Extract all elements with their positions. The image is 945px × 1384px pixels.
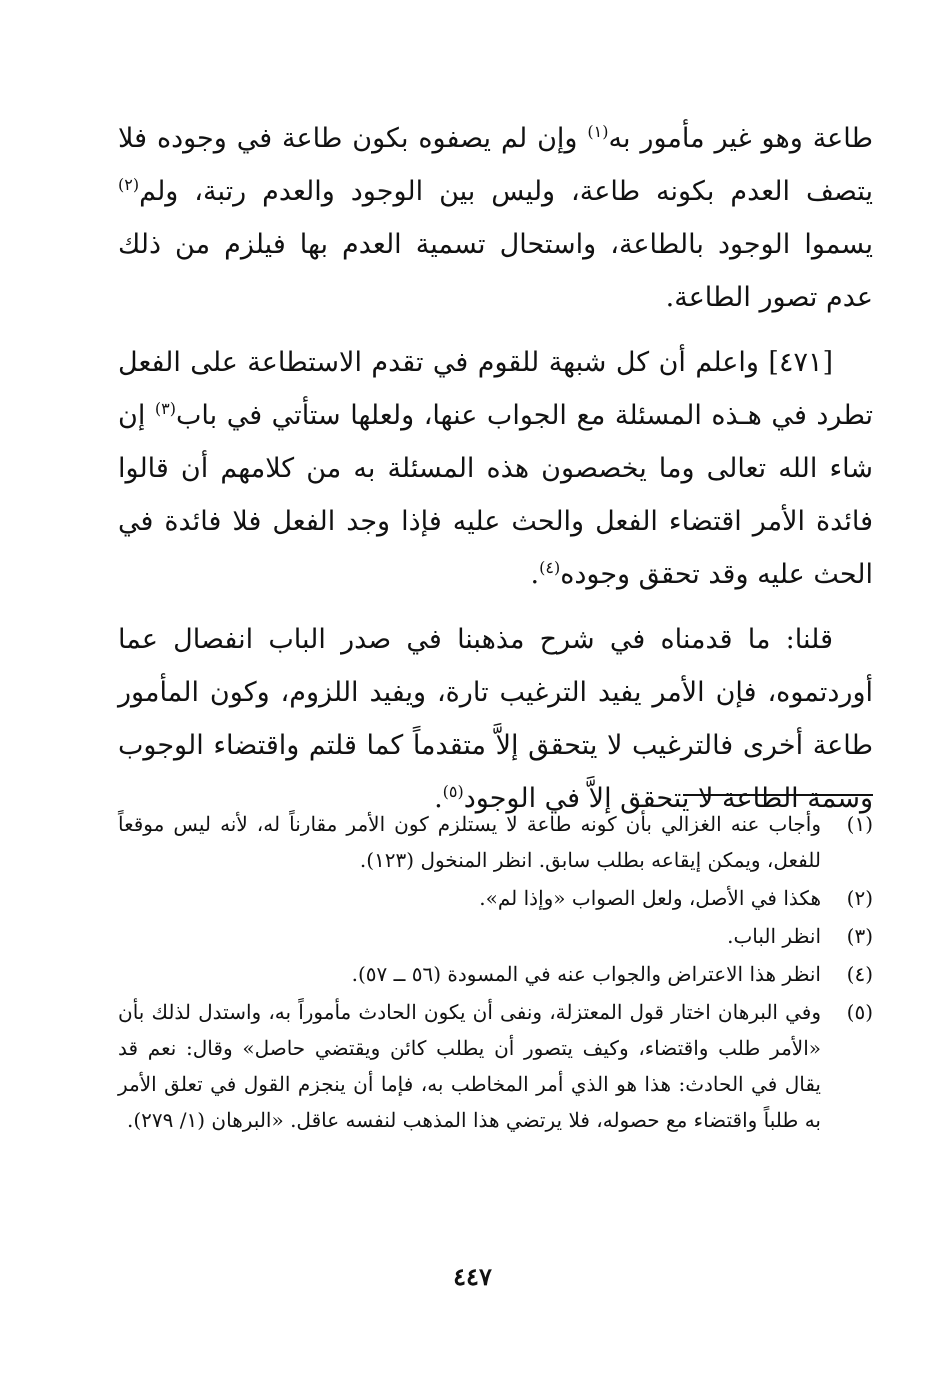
- footnotes: [118, 806, 873, 1140]
- text-segment: .: [434, 783, 443, 814]
- footnote-number: (٥): [846, 1000, 873, 1024]
- footnote-ref-2: (٢): [118, 175, 140, 194]
- text-segment: قلنا: ما قدمناه في شرح مذهبنا في صدر الباب انفصال عما أوردتموه، فإن الأمر يفيد الترغيب تارة، ويفيد اللزوم، وكون المأمور طاعة أخرى فالترغيب لا يتحقق إلاَّ متقدماً كما قلتم واقتضاء الوجوب وسمة الطاعة لا يتحقق إلاَّ في الوجود: [118, 624, 873, 814]
- footnote-text: هكذا في الأصل، ولعل الصواب «وإذا لم».: [479, 886, 821, 910]
- text-segment: إن شاء الله تعالى وما يخصصون هذه المسئلة به من كلامهم أن قالوا فائدة الأمر اقتضاء الفعل والحث عليه فإذا وجد الفعل فلا فائدة في الحث عليه وقد تحقق وجوده: [118, 400, 873, 590]
- footnote-separator: [683, 794, 873, 796]
- footnote-text: انظر الباب.: [727, 924, 821, 948]
- footnote-4: [118, 956, 873, 992]
- footnote-ref-3: (٣): [154, 399, 176, 418]
- footnote-text: وأجاب عنه الغزالي بأن كونه طاعة لا يستلزم كون الأمر مقارناً له، لأنه ليس موقعاً للفعل، ويمكن إيقاعه بطلب سابق. انظر المنخول (١٢٣).: [118, 812, 821, 872]
- footnote-number: (١): [846, 812, 873, 836]
- footnote-2: [118, 880, 873, 916]
- footnote-text: انظر هذا الاعتراض والجواب عنه في المسودة (٥٦ ــ ٥٧).: [351, 962, 821, 986]
- footnote-text: وفي البرهان اختار قول المعتزلة، ونفى أن يكون الحادث مأموراً به، واستدل لذلك بأن «الأمر طلب واقتضاء، وكيف يتصور أن يطلب كائن ويقتضي حاصل» وقال: نعم قد يقال في الحادث: هذا هو الذي أمر المخاطب به، فإما أن ينجزم القول في تعلق الأمر به طلباً واقتضاء مع حصوله، فلا يرتضي هذا المذهب لنفسه عاقل. «البرهان (١/ ٢٧٩).: [118, 1000, 821, 1132]
- footnote-number: (٣): [846, 924, 873, 948]
- footnote-ref-1: (١): [587, 122, 609, 141]
- text-segment: يسموا الوجود بالطاعة، واستحال تسمية العدم بها فيلزم من ذلك عدم تصور الطاعة.: [118, 229, 873, 313]
- text-segment: وإن لم يصفوه بكون طاعة في وجوده فلا يتصف العدم بكونه طاعة، وليس بين الوجود والعدم رتبة، ولم: [118, 123, 873, 207]
- paragraph-1: [118, 112, 873, 324]
- text-segment: .: [530, 559, 540, 590]
- text-segment: طاعة وهو غير مأمور به: [608, 123, 874, 154]
- footnote-5: [118, 994, 873, 1138]
- footnote-number: (٢): [846, 886, 873, 910]
- paragraph-2: [118, 336, 873, 601]
- footnote-number: (٤): [846, 962, 873, 986]
- section-number: [٤٧١]: [768, 347, 833, 378]
- page-number: ٤٤٧: [453, 1262, 492, 1291]
- main-text: [118, 112, 873, 825]
- footnote-ref-4: (٤): [539, 558, 561, 577]
- footnote-3: [118, 918, 873, 954]
- footnote-ref-5: (٥): [442, 782, 464, 801]
- text-segment: واعلم أن كل شبهة للقوم في تقدم الاستطاعة على الفعل تطرد في هـذه المسئلة مع الجواب عنها، ولعلها ستأتي في باب: [118, 347, 873, 431]
- footnote-1: [118, 806, 873, 878]
